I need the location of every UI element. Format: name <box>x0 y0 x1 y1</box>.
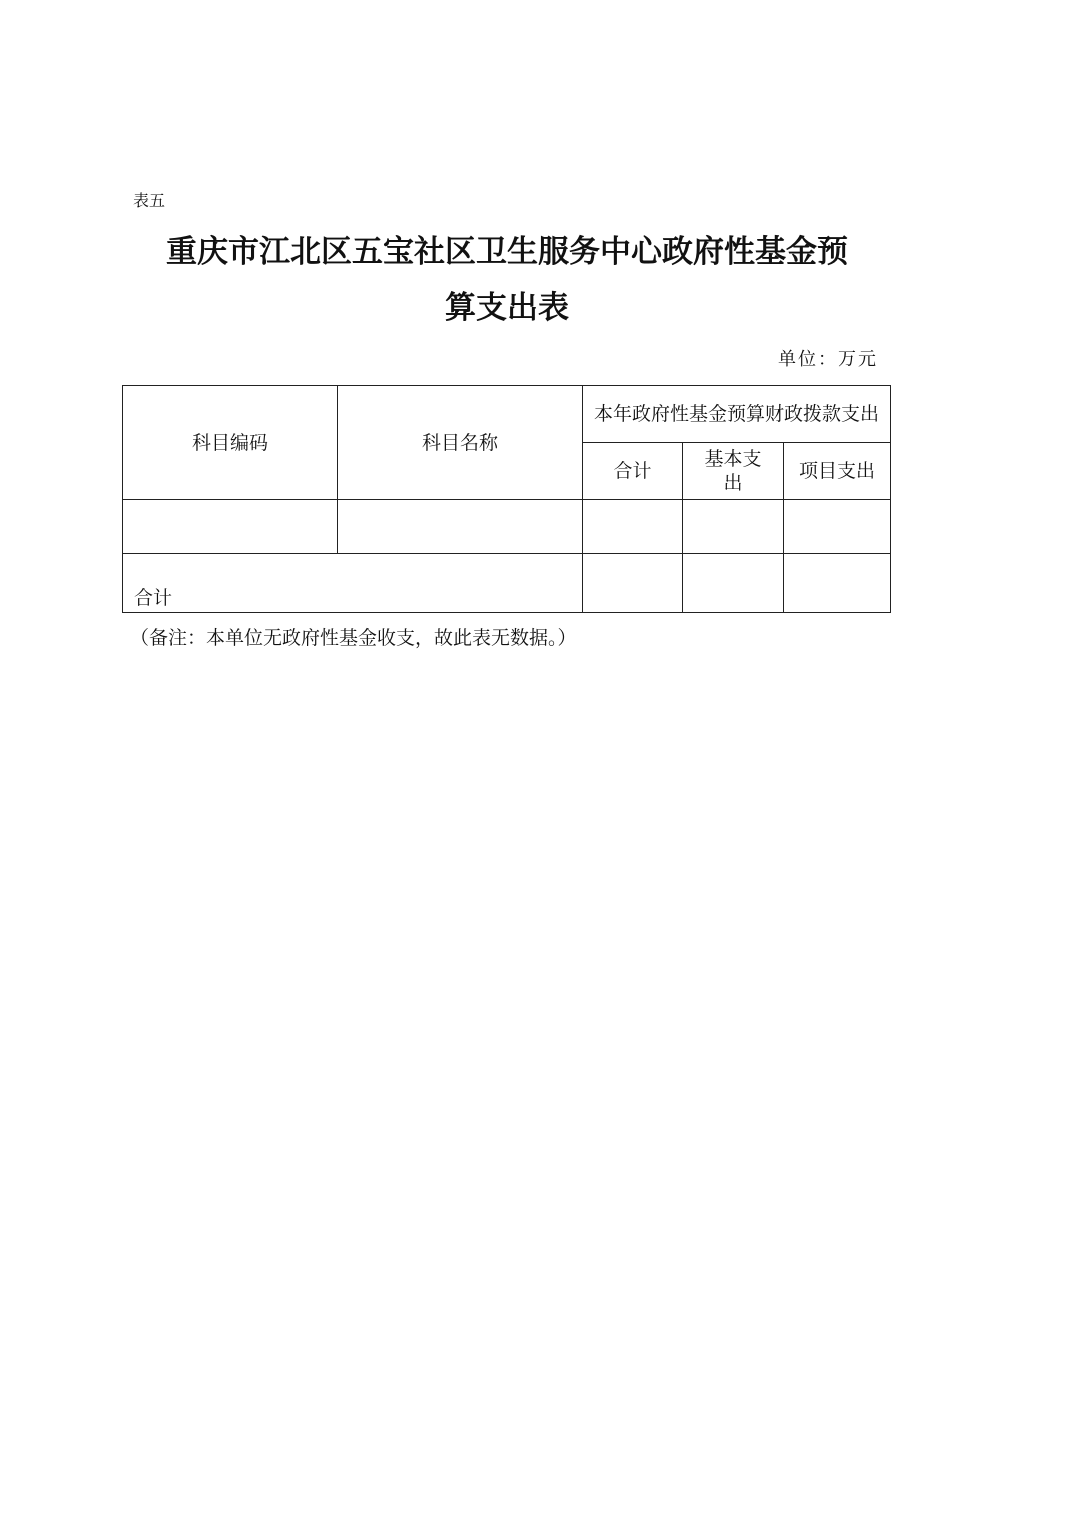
page-title-line1: 重庆市江北区五宝社区卫生服务中心政府性基金预 <box>166 234 848 270</box>
table-header-row <box>123 386 891 443</box>
table-row <box>123 500 891 554</box>
header-subject-name: 科目名称 <box>338 386 583 500</box>
total-row-total <box>583 554 683 613</box>
unit-label: 单位：万元 <box>778 349 878 370</box>
header-fund-expenditure-text: 本年政府性基金预算财政拨款支出 <box>594 403 880 425</box>
cell-project <box>784 500 891 554</box>
header-project-expenditure: 项目支出 <box>784 443 891 500</box>
header-basic-expenditure-text: 基本支出 <box>704 448 762 494</box>
cell-code <box>123 500 338 554</box>
cell-basic <box>683 500 784 554</box>
table-total-row <box>123 554 891 613</box>
cell-name <box>338 500 583 554</box>
cell-total <box>583 500 683 554</box>
total-row-basic <box>683 554 784 613</box>
page-title-line2: 算支出表 <box>445 290 569 326</box>
header-subject-code: 科目编码 <box>123 386 338 500</box>
total-row-label: 合计 <box>123 554 583 613</box>
budget-table <box>122 385 891 613</box>
header-fund-expenditure <box>583 386 891 443</box>
header-basic-expenditure <box>683 443 784 500</box>
table-number-label: 表五 <box>133 191 166 210</box>
total-row-project <box>784 554 891 613</box>
footnote: （备注：本单位无政府性基金收支，故此表无数据。） <box>130 627 577 649</box>
header-total: 合计 <box>583 443 683 500</box>
